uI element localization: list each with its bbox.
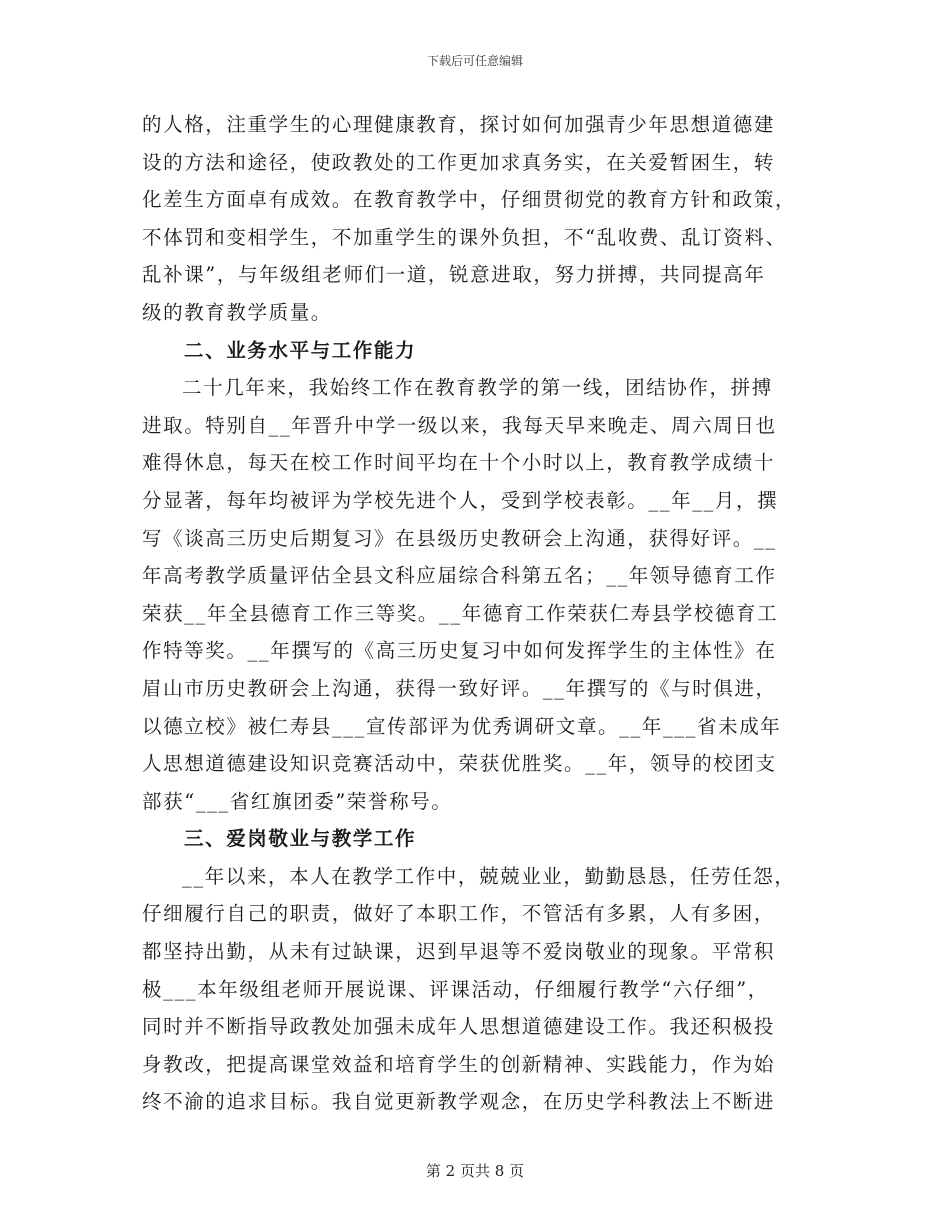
- body-line: 乱补课”，与年级组老师们一道，锐意进取，努力拼搏，共同提高年: [142, 263, 766, 287]
- body-line: 作特等奖。__年撰写的《高三历史复习中如何发挥学生的主体性》在: [142, 639, 777, 663]
- body-line: 同时并不断指导政教处加强未成年人思想道德建设工作。我还积极投: [142, 1015, 776, 1039]
- body-line: 荣获__年全县德育工作三等奖。__年德育工作荣获仁寿县学校德育工: [142, 601, 779, 625]
- body-line: 化差生方面卓有成效。在教育教学中，仔细贯彻党的教育方针和政策，: [142, 188, 797, 212]
- body-line: 仔细履行自己的职责，做好了本职工作，不管活有多累，人有多困，: [142, 902, 776, 926]
- body-line: 部获“___省红旗团委”荣誉称号。: [142, 789, 453, 813]
- body-line: __年以来，本人在教学工作中，兢兢业业，勤勤恳恳，任劳任怨，: [182, 864, 796, 888]
- body-line: 二十几年来，我始终工作在教育教学的第一线，团结协作，拼搏: [182, 376, 773, 400]
- body-line: 的人格，注重学生的心理健康教育，探讨如何加强青少年思想道德建: [142, 113, 776, 136]
- section-heading: 三、爱岗敬业与教学工作: [184, 827, 417, 851]
- document-body: [142, 106, 797, 1121]
- body-line: 难得休息，每天在校工作时间平均在十个小时以上，教育教学成绩十: [142, 451, 776, 475]
- section-heading: 二、业务水平与工作能力: [184, 338, 417, 362]
- body-line: 终不渝的追求目标。我自觉更新教学观念，在历史学科教法上不断进: [142, 1090, 776, 1114]
- body-line: 设的方法和途径，使政教处的工作更加求真务实，在关爱暂困生，转: [142, 150, 776, 174]
- page-number: 第 2 页共 8 页: [425, 1162, 525, 1180]
- body-line: 人思想道德建设知识竞赛活动中，荣获优胜奖。__年，领导的校团支: [142, 752, 777, 776]
- body-line: 极___本年级组老师开展说课、评课活动，仔细履行教学“六仔细”，: [142, 977, 769, 1001]
- body-line: 身教改，把提高课堂效益和培育学生的创新精神、实践能力，作为始: [142, 1052, 776, 1076]
- body-line: 进取。特别自__年晋升中学一级以来，我每天早来晚走、周六周日也: [142, 413, 777, 437]
- body-line: 级的教育教学质量。: [142, 300, 332, 324]
- body-line: 都坚持出勤，从未有过缺课，迟到早退等不爱岗敬业的现象。平常积: [142, 940, 776, 964]
- body-line: 年高考教学质量评估全县文科应届综合科第五名；__年领导德育工作: [142, 564, 777, 588]
- body-line: 眉山市历史教研会上沟通，获得一致好评。__年撰写的《与时俱进，: [142, 676, 777, 700]
- page-header: 下载后可任意编辑: [426, 54, 523, 68]
- body-line: 不体罚和变相学生，不加重学生的课外负担，不“乱收费、乱订资料、: [142, 225, 787, 249]
- body-line: 写《谈高三历史后期复习》在县级历史教研会上沟通，获得好评。__: [142, 526, 777, 550]
- body-line: 分显著，每年均被评为学校先进个人，受到学校表彰。__年__月，撰: [142, 488, 779, 512]
- body-line: 以德立校》被仁寿县___宣传部评为优秀调研文章。__年___省未成年: [142, 714, 782, 738]
